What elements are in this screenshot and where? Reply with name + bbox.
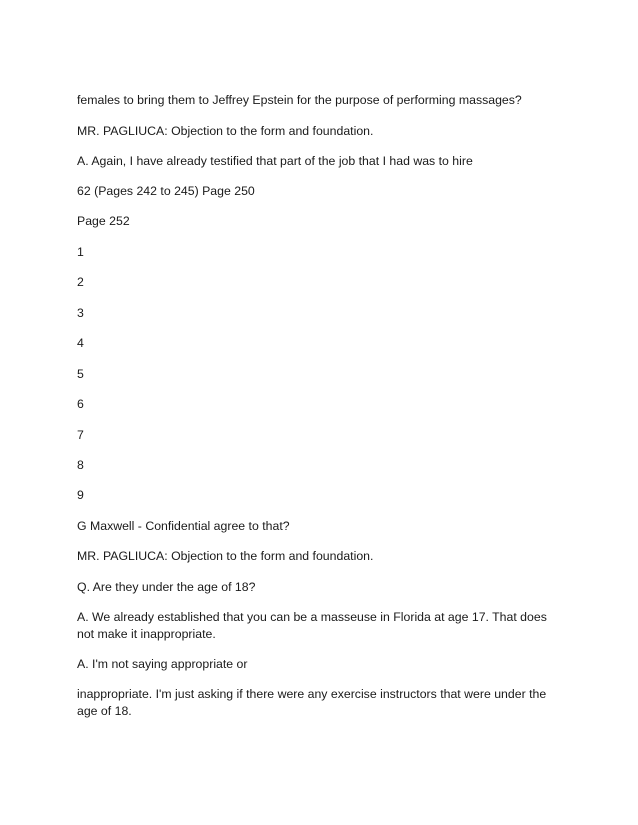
page-number: Page 252: [77, 214, 130, 228]
line-number: 7: [77, 428, 84, 442]
answer-line: A. We already established that you can be a masseuse in Florida at age 17. That does not make it inappropriate.: [77, 610, 547, 641]
testimony-line: females to bring them to Jeffrey Epstein for the purpose of performing massages?: [77, 93, 522, 107]
line-number: 8: [77, 458, 84, 472]
answer-line: A. Again, I have already testified that part of the job that I had was to hire: [77, 154, 473, 168]
objection-line: MR. PAGLIUCA: Objection to the form and foundation.: [77, 124, 374, 138]
answer-line: A. I'm not saying appropriate or: [77, 657, 248, 671]
line-number: 2: [77, 275, 84, 289]
objection-line: MR. PAGLIUCA: Objection to the form and foundation.: [77, 549, 374, 563]
line-number: 6: [77, 397, 84, 411]
line-number: 9: [77, 488, 84, 502]
page-reference: 62 (Pages 242 to 245) Page 250: [77, 184, 255, 198]
question-line: Q. Are they under the age of 18?: [77, 580, 256, 594]
line-number: 4: [77, 336, 84, 350]
line-number: 3: [77, 306, 84, 320]
line-number: 1: [77, 245, 84, 259]
testimony-line: inappropriate. I'm just asking if there were any exercise instructors that were under the age of 18.: [77, 687, 547, 718]
testimony-line: G Maxwell - Confidential agree to that?: [77, 519, 290, 533]
line-number: 5: [77, 367, 84, 381]
